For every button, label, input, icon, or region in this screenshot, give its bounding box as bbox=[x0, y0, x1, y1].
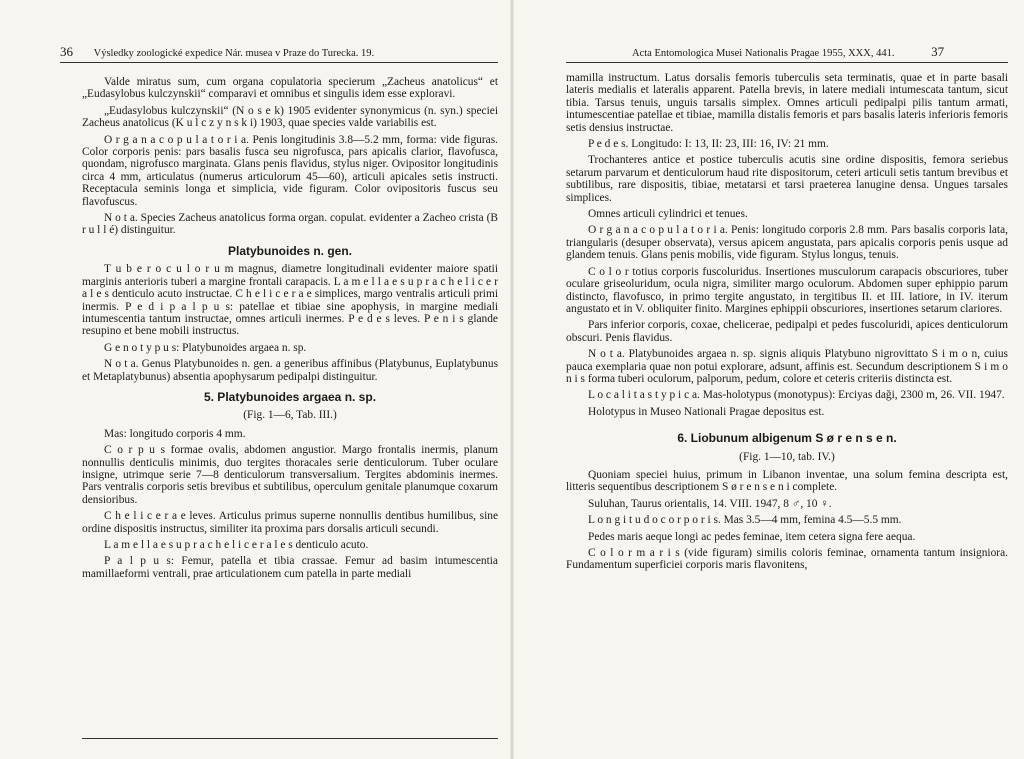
figure-reference: (Fig. 1—6, Tab. III.) bbox=[243, 409, 337, 422]
figure-reference: (Fig. 1—10, tab. IV.) bbox=[739, 450, 835, 463]
paragraph: N o t a. Genus Platybunoides n. gen. a generibus affinibus (Platybunus, Euplatybunus et Metaplatybunus) absentia apophysarum pedipalpi distinguitur. bbox=[82, 358, 498, 383]
right-header-rule bbox=[566, 62, 1008, 63]
right-page bbox=[512, 0, 1024, 759]
paragraph: L a m e l l a e s u p r a c h e l i c e r a l e s denticulo acuto. bbox=[104, 539, 369, 551]
paragraph: Suluhan, Taurus orientalis, 14. VIII. 1947, 8 ♂, 10 ♀. bbox=[588, 497, 832, 510]
paragraph: P e d e s. Longitudo: I: 13, II: 23, III: 16, IV: 21 mm. bbox=[588, 138, 829, 151]
paragraph: Mas: longitudo corporis 4 mm. bbox=[104, 427, 246, 440]
paragraph: Valde miratus sum, cum organa copulatoria specierum „Zacheus anatolicus“ et „Eudasylobus kulczynskii“ comparavi et omnibus et singulis idem esse exploravi. bbox=[82, 76, 498, 101]
genus-heading: Platybunoides n. gen. bbox=[227, 243, 352, 258]
paragraph: L o n g i t u d o c o r p o r i s. Mas 3.5—4 mm, femina 4.5—5.5 mm. bbox=[588, 514, 902, 527]
paragraph: C o r p u s formae ovalis, abdomen angustior. Margo frontalis inermis, planum nonnullis denticulis minimis, duo tergites thoracales serie denticulorum. Tuber oculare insigne, utrimque serie 7—8 denticulorum transversalium. Tergites abdominis inermes. Pars ventralis corporis setis brevibus et subtilibus, operculum genitale planumque coxarum densioribus. bbox=[82, 444, 498, 506]
right-page-number: 37 bbox=[931, 44, 945, 59]
paragraph: C o l o r totius corporis fuscoluridus. Insertiones musculorum carapacis obscuriores, tuber oculare griseoluridum, ocula nigra, similiter margo oculorum. Abdomen super ephippio parum distincto, flavofusco, in primo tergite angustato, in tergitibus II. et III. latiore, in IV. iterum angustato et in V. obliquiter finito. Margines ephippii obscuriores, insertiones setarum clariores. bbox=[566, 265, 1008, 315]
paragraph: G e n o t y p u s: Platybunoides argaea n. sp. bbox=[104, 341, 307, 354]
right-header bbox=[632, 44, 944, 60]
paragraph: Pedes maris aeque longi ac pedes feminae, item cetera signa fere aequa. bbox=[588, 530, 916, 543]
paragraph: C o l o r m a r i s (vide figuram) similis coloris feminae, ornamenta tantum insigniora. Fundamentum superficiei corporis maris flavonitens, bbox=[566, 547, 1008, 572]
left-running-head: Výsledky zoologické expedice Nár. musea v Praze do Turecka. 19. bbox=[93, 48, 375, 59]
left-header-rule bbox=[60, 62, 498, 63]
paragraph: Holotypus in Museo Nationali Pragae depositus est. bbox=[588, 405, 825, 418]
left-footer-rule bbox=[82, 738, 498, 739]
paragraph: P a l p u s: Femur, patella et tibia crassae. Femur ad basim intumescentia mamillaeformi ventrali, prae articulationem cum patella in parte mediali bbox=[82, 555, 498, 580]
paragraph: O r g a n a c o p u l a t o r i a. Penis: longitudo corporis 2.8 mm. Pars basalis corporis lata, triangularis (desuper observata), versus apicem angustata, pars apicalis corporis penis usque ad glandem tenuis. Glans penis mobilis, vide figuram. Stylus longus, tenuis. bbox=[566, 224, 1008, 262]
paragraph: T u b e r o c u l o r u m magnus, diametre longitudinali evidenter maiore spatii marginis anterioris tuberi a margine frontali carapacis. L a m e l l a e s u p r a c h e l i c e r a l e s denticulo acuto instructae. C h e l i c e r a e simplices, margo ventralis articuli primi inermis. P e d i p a l p u s: patellae et tibiae sine apophysis, in margine mediali intumescentia tantum instructae, omnes articuli inermes. P e d e s leves. P e n i s glande resupino et bene mobili instructus. bbox=[82, 263, 498, 338]
species-heading: 6. Liobunum albigenum S ø r e n s e n. bbox=[677, 431, 897, 446]
paragraph: L o c a l i t a s t y p i c a. Mas-holotypus (monotypus): Erciyas daği, 2300 m, 26. VII. 1947. bbox=[588, 389, 1005, 402]
paragraph: C h e l i c e r a e leves. Articulus primus superne nonnullis dentibus humilibus, sine ordine dispositis instructus, similiter ita proxima pars dorsalis articuli secundi. bbox=[82, 510, 498, 535]
left-header bbox=[60, 44, 374, 60]
left-page-number: 36 bbox=[60, 44, 73, 59]
paragraph: „Eudasylobus kulczynskii“ (N o s e k) 1905 evidenter synonymicus (n. syn.) speciei Zacheus anatolicus (K u l c z y n s k i) 1903, quae species valde variabilis est. bbox=[82, 104, 498, 130]
paragraph: Quoniam speciei huius, primum in Libanon inventae, una solum femina descripta est, litteris sequentibus descriptionem S ø r e n s e n i complete. bbox=[566, 468, 1008, 494]
paragraph: Pars inferior corporis, coxae, chelicerae, pedipalpi et pedes fuscoluridi, apices denticulorum obscuri. Penis flavidus. bbox=[566, 319, 1008, 344]
right-text-column bbox=[566, 72, 1008, 576]
paragraph: N o t a. Species Zacheus anatolicus forma organ. copulat. evidenter a Zacheo crista (B r u l l é) distinguitur. bbox=[82, 212, 498, 237]
paragraph: mamilla instructum. Latus dorsalis femoris tuberculis seta terminatis, quae et in parte basali lateris medialis et lateralis apparent. Patella brevis, in latere mediali intumescata tantum, sicut tibia. Tarsus tenuis, unguis tarsalis simplex. Omnes articuli pedipalpi pilis tantum armati, intumescentiae patellae et tibiae, mamilla distalis femoris et pars basalis lateris inferioris femoris setis densius instructae. bbox=[566, 72, 1008, 134]
paragraph: O r g a n a c o p u l a t o r i a. Penis longitudinis 3.8—5.2 mm, forma: vide figuras. Color corporis penis: pars basalis fusca seu nigrofusca, pars apicalis clarior, flavofusca, quondam, nigrofusco marginata. Glans penis flavidus, stylus niger. Ovipositor longitudinis circa 4 mm, articulatus (numerus articulorum 45—60), articuli apicales setis instructi. Receptacula seminis longa et simplicia, vide figuram. Color ovipositoris fuscus seu flavofuscus. bbox=[82, 133, 498, 208]
paragraph: Trochanteres antice et postice tuberculis acutis sine ordine dispositis, femora seriebus setarum parvarum et denticulorum haud rite dispositorum, ceteri articuli setis tantum brevibus et subtilibus, rare dispositis, tibiae, metatarsi et tarsi praeterea lanugine densa. Ungues tarsales simplices. bbox=[566, 154, 1008, 204]
species-heading: 5. Platybunoides argaea n. sp. bbox=[203, 389, 377, 404]
left-text-column bbox=[82, 76, 498, 584]
paragraph: Omnes articuli cylindrici et tenues. bbox=[588, 208, 748, 221]
right-running-head: Acta Entomologica Musei Nationalis Pragae 1955, XXX, 441. bbox=[632, 48, 895, 59]
paragraph: N o t a. Platybunoides argaea n. sp. signis aliquis Platybuno nigrovittato S i m o n, cuius pauca exemplaria quae non potui explorare, adsunt, affinis est. Secundum descriptionem S i m o n i s forma tuberi oculorum, palporum, pedum, colore et ceteris criteriis distincta est. bbox=[566, 348, 1008, 385]
